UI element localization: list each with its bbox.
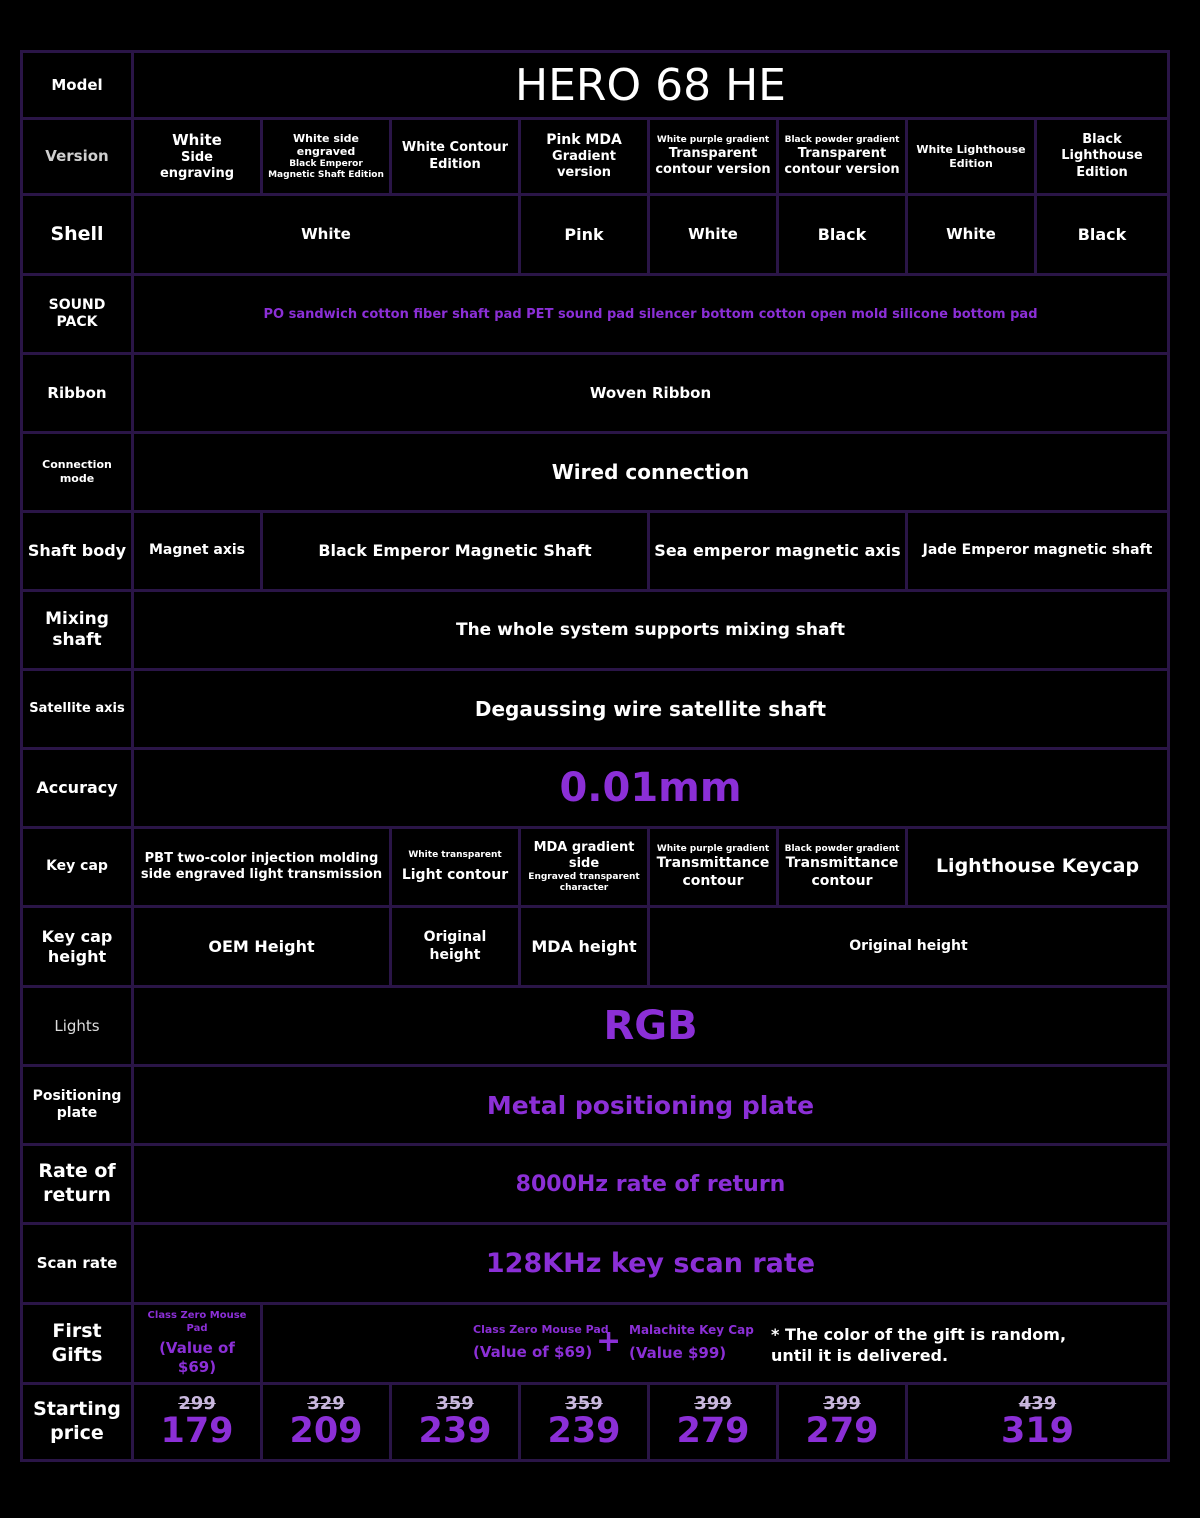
gift-cell — [134, 1305, 263, 1382]
keycap-text: Engraved transparent — [528, 872, 640, 882]
new-price: 279 — [805, 1410, 879, 1451]
shaft-cell: Magnet axis — [134, 513, 263, 589]
old-price: 439 — [1018, 1392, 1057, 1414]
version-text: Gradient — [552, 149, 616, 164]
price-cell — [521, 1385, 650, 1459]
version-text: Transparent — [797, 145, 887, 161]
keycap-text: Lighthouse Keycap — [935, 855, 1140, 878]
version-cell — [908, 120, 1037, 193]
keycap-cell — [779, 829, 908, 905]
version-text: engraving — [159, 165, 235, 181]
gift-name: Class Zero Mouse Pad — [147, 1310, 247, 1334]
version-text: Edition — [949, 156, 993, 170]
label-keycap-height: Key cap height — [23, 908, 134, 985]
label-version: Version — [23, 120, 134, 193]
price-cell — [134, 1385, 263, 1459]
label-positioning: Positioning plate — [23, 1067, 134, 1143]
keycap-cell — [392, 829, 521, 905]
shell-cell: White — [134, 196, 521, 273]
shell-cell: Pink — [521, 196, 650, 273]
version-text: Edition — [1076, 164, 1128, 180]
satellite-value: Degaussing wire satellite shaft — [474, 697, 827, 721]
version-text: Black Lighthouse — [1061, 132, 1143, 164]
gift-note: * The color of the gift is random, until it is delivered. — [771, 1325, 1067, 1365]
keycap-text: White transparent — [408, 849, 502, 860]
new-price: 239 — [418, 1410, 492, 1451]
version-text: Black Emperor — [289, 159, 363, 169]
version-text: Side — [181, 149, 213, 165]
price-cell — [908, 1385, 1167, 1459]
version-cell — [392, 120, 521, 193]
connection-value: Wired connection — [551, 460, 750, 484]
keycap-cell — [650, 829, 779, 905]
row-gifts — [23, 1305, 1167, 1385]
shell-cell: White — [908, 196, 1037, 273]
new-price: 279 — [676, 1410, 750, 1451]
keycap-text: Transmittance — [656, 855, 770, 872]
version-cell — [779, 120, 908, 193]
accuracy-value: 0.01mm — [559, 765, 742, 811]
gift-value: (Value $99) — [629, 1344, 727, 1362]
positioning-value: Metal positioning plate — [486, 1090, 815, 1120]
row-ribbon — [23, 355, 1167, 434]
label-keycap: Key cap — [23, 829, 134, 905]
ribbon-value: Woven Ribbon — [589, 384, 712, 402]
gift-name: Class Zero Mouse Pad — [473, 1323, 609, 1336]
row-keycap-height — [23, 908, 1167, 988]
version-text: Edition — [429, 156, 481, 172]
keycap-cell — [134, 829, 392, 905]
price-cell — [392, 1385, 521, 1459]
version-text: White side engraved — [293, 131, 359, 159]
label-rate: Rate of return — [23, 1146, 134, 1222]
row-shaft-body — [23, 513, 1167, 592]
keycap-text: Light contour — [401, 866, 509, 883]
row-model — [23, 53, 1167, 120]
keycap-text: character — [559, 883, 609, 894]
label-satellite: Satellite axis — [23, 671, 134, 747]
new-price: 319 — [1000, 1410, 1075, 1451]
shaft-cell: Sea emperor magnetic axis — [650, 513, 908, 589]
row-scan — [23, 1225, 1167, 1305]
row-connection — [23, 434, 1167, 513]
keycap-text: PBT two-color injection molding — [144, 850, 379, 866]
version-cell — [134, 120, 263, 193]
version-cell — [650, 120, 779, 193]
version-text: White Contour — [401, 140, 509, 156]
row-accuracy — [23, 750, 1167, 829]
version-text: Magnetic Shaft Edition — [268, 170, 384, 181]
keycap-text: contour — [682, 872, 744, 889]
version-text: contour version — [784, 162, 900, 178]
row-sound-pack — [23, 276, 1167, 355]
row-lights — [23, 988, 1167, 1067]
label-price: Starting price — [23, 1385, 134, 1459]
keycap-text: contour — [811, 872, 873, 889]
spec-table — [20, 50, 1170, 1462]
shaft-cell: Jade Emperor magnetic shaft — [922, 542, 1153, 559]
label-mixing: Mixing shaft — [23, 592, 134, 668]
label-lights: Lights — [23, 988, 134, 1064]
version-text: version — [556, 165, 612, 181]
shell-cell: Black — [779, 196, 908, 273]
sound-pack-value: PO sandwich cotton fiber shaft pad PET sound pad silencer bottom cotton open mold silicone bottom pad — [263, 306, 1038, 322]
gift-3 — [629, 1323, 754, 1363]
row-shell — [23, 196, 1167, 276]
model-name: HERO 68 HE — [515, 59, 786, 111]
version-text: White purple gradient — [656, 134, 770, 145]
version-text: contour version — [655, 162, 771, 178]
row-version — [23, 120, 1167, 196]
row-rate — [23, 1146, 1167, 1225]
label-accuracy: Accuracy — [23, 750, 134, 826]
gift-2 — [473, 1323, 609, 1362]
new-price: 179 — [160, 1410, 234, 1451]
gift-name: Malachite Key Cap — [629, 1323, 754, 1337]
version-text: White — [172, 130, 222, 149]
keycap-text: side engraved light transmission — [140, 867, 383, 882]
old-price: 299 — [178, 1392, 216, 1414]
version-text: Pink MDA — [546, 131, 622, 148]
label-shaft-body: Shaft body — [23, 513, 134, 589]
plus-icon: + — [596, 1324, 622, 1359]
height-cell: OEM Height — [134, 908, 392, 985]
height-cell: MDA height — [521, 908, 650, 985]
keycap-text: MDA gradient side — [533, 839, 635, 871]
label-ribbon: Ribbon — [23, 355, 134, 431]
version-cell — [263, 120, 392, 193]
new-price: 239 — [547, 1410, 621, 1451]
label-gifts: First Gifts — [23, 1305, 134, 1382]
rate-value: 8000Hz rate of return — [515, 1171, 786, 1197]
height-cell: Original height — [392, 908, 521, 985]
old-price: 359 — [436, 1392, 474, 1414]
version-cell — [521, 120, 650, 193]
keycap-text: Black powder gradient — [784, 843, 900, 854]
price-cell — [779, 1385, 908, 1459]
label-model: Model — [23, 53, 134, 117]
row-satellite — [23, 671, 1167, 750]
version-text: Black powder gradient — [784, 134, 900, 145]
keycap-text: Transmittance — [785, 855, 899, 872]
row-positioning — [23, 1067, 1167, 1146]
version-text: Transparent — [668, 145, 758, 161]
row-mixing — [23, 592, 1167, 671]
keycap-text: White purple gradient — [656, 843, 770, 854]
gift-combo — [263, 1305, 1167, 1382]
row-price — [23, 1385, 1167, 1459]
label-connection: Connection mode — [23, 434, 134, 510]
label-shell: Shell — [23, 196, 134, 273]
scan-value: 128KHz key scan rate — [485, 1248, 816, 1279]
old-price: 399 — [694, 1392, 732, 1414]
version-cell — [1037, 120, 1167, 193]
row-keycap — [23, 829, 1167, 908]
lights-value: RGB — [603, 1003, 698, 1049]
label-scan: Scan rate — [23, 1225, 134, 1302]
price-cell — [650, 1385, 779, 1459]
label-sound-pack: SOUND PACK — [23, 276, 134, 352]
keycap-cell — [521, 829, 650, 905]
gift-value: (Value of $69) — [159, 1339, 235, 1376]
old-price: 399 — [823, 1392, 861, 1414]
height-cell: Original height — [849, 937, 968, 954]
price-cell — [263, 1385, 392, 1459]
gift-value: (Value of $69) — [473, 1342, 593, 1361]
shell-cell: Black — [1077, 224, 1127, 244]
shell-cell: White — [650, 196, 779, 273]
old-price: 359 — [565, 1392, 603, 1414]
keycap-cell — [908, 829, 1167, 905]
old-price: 329 — [307, 1392, 345, 1414]
new-price: 209 — [289, 1410, 363, 1451]
mixing-value: The whole system supports mixing shaft — [455, 620, 846, 640]
shaft-cell: Black Emperor Magnetic Shaft — [263, 513, 650, 589]
version-text: White Lighthouse — [916, 142, 1026, 156]
